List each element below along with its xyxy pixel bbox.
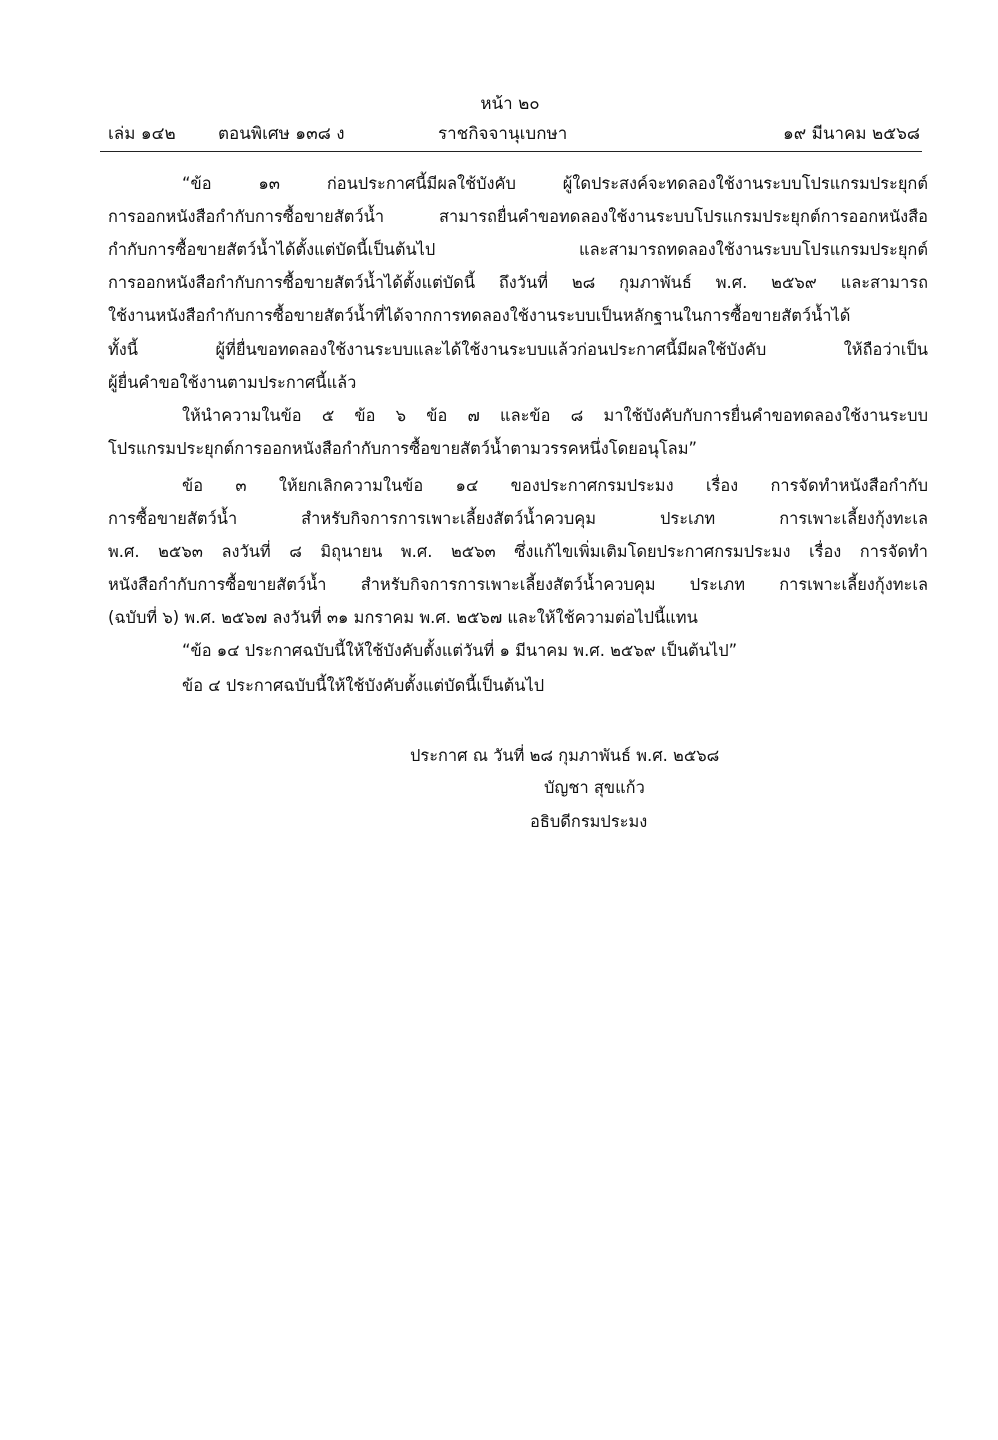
body-line: หนังสือกำกับการซื้อขายสัตว์น้ำ สำหรับกิจการการเพาะเลี้ยงสัตว์น้ำควบคุม ประเภท การเพาะเลี้ยงกุ้งทะเล	[108, 575, 928, 594]
body-line: การออกหนังสือกำกับการซื้อขายสัตว์น้ำ สามารถยื่นคำขอทดลองใช้งานระบบโปรแกรมประยุกต์การออกหนังสือ	[108, 207, 928, 226]
page-number: หน้า ๒๐	[480, 94, 540, 114]
body-line: ให้นำความในข้อ ๕ ข้อ ๖ ข้อ ๗ และข้อ ๘ มาใช้บังคับกับการยื่นคำขอทดลองใช้งานระบบ	[182, 406, 928, 425]
body-line: ใช้งานหนังสือกำกับการซื้อขายสัตว์น้ำที่ได้จากการทดลองใช้งานระบบเป็นหลักฐานในการซื้อขายสัตว์น้ำได้	[108, 306, 851, 325]
header-rule	[100, 151, 922, 152]
body-line: “ข้อ ๑๓ ก่อนประกาศนี้มีผลใช้บังคับ ผู้ใดประสงค์จะทดลองใช้งานระบบโปรแกรมประยุกต์	[182, 174, 928, 193]
body-line: พ.ศ. ๒๕๖๓ ลงวันที่ ๘ มิถุนายน พ.ศ. ๒๕๖๓ ซึ่งแก้ไขเพิ่มเติมโดยประกาศกรมประมง เรื่อง การจัดทำ	[108, 542, 928, 561]
announcement-date: ประกาศ ณ วันที่ ๒๘ กุมภาพันธ์ พ.ศ. ๒๕๖๘	[410, 746, 720, 765]
volume-label: เล่ม ๑๔๒	[108, 124, 176, 144]
body-line: (ฉบับที่ ๖) พ.ศ. ๒๕๖๗ ลงวันที่ ๓๑ มกราคม พ.ศ. ๒๕๖๗ และให้ใช้ความต่อไปนี้แทน	[108, 608, 698, 627]
body-line: ข้อ ๓ ให้ยกเลิกความในข้อ ๑๔ ของประกาศกรมประมง เรื่อง การจัดทำหนังสือกำกับ	[182, 476, 928, 495]
body-line: ทั้งนี้ ผู้ที่ยื่นขอทดลองใช้งานระบบและได้ใช้งานระบบแล้วก่อนประกาศนี้มีผลใช้บังคับ ให้ถือว่าเป็น	[108, 340, 928, 359]
gazette-header	[108, 120, 920, 146]
body-line: “ข้อ ๑๔ ประกาศฉบับนี้ให้ใช้บังคับตั้งแต่วันที่ ๑ มีนาคม พ.ศ. ๒๕๖๙ เป็นต้นไป”	[182, 641, 738, 660]
body-line: ผู้ยื่นคำขอใช้งานตามประกาศนี้แล้ว	[108, 373, 357, 392]
publication-date: ๑๙ มีนาคม ๒๕๖๘	[783, 124, 920, 144]
body-line: ข้อ ๔ ประกาศฉบับนี้ให้ใช้บังคับตั้งแต่บัดนี้เป็นต้นไป	[182, 676, 545, 695]
body-line: การออกหนังสือกำกับการซื้อขายสัตว์น้ำได้ตั้งแต่บัดนี้ ถึงวันที่ ๒๘ กุมภาพันธ์ พ.ศ. ๒๕๖๙ และสามารถ	[108, 273, 928, 292]
signatory-position: อธิบดีกรมประมง	[530, 812, 648, 831]
signatory-name: บัญชา สุขแก้ว	[544, 778, 645, 797]
body-line: โปรแกรมประยุกต์การออกหนังสือกำกับการซื้อขายสัตว์น้ำตามวรรคหนึ่งโดยอนุโลม”	[108, 439, 698, 458]
gazette-name: ราชกิจจานุเบกษา	[438, 124, 568, 144]
body-line: การซื้อขายสัตว์น้ำ สำหรับกิจการการเพาะเลี้ยงสัตว์น้ำควบคุม ประเภท การเพาะเลี้ยงกุ้งทะเล	[108, 509, 928, 528]
issue-label: ตอนพิเศษ ๑๓๘ ง	[218, 124, 345, 144]
body-line: กำกับการซื้อขายสัตว์น้ำได้ตั้งแต่บัดนี้เป็นต้นไป และสามารถทดลองใช้งานระบบโปรแกรมประยุกต์	[108, 240, 928, 259]
